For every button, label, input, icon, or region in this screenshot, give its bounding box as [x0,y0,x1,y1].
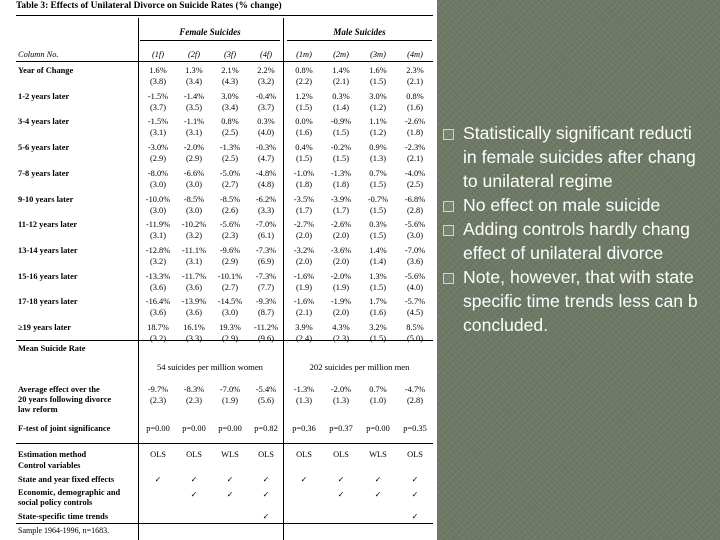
avg-effect-label-3: law reform [18,405,58,414]
row-label: 13-14 years later [18,245,78,255]
ftest-label: F-test of joint significance [18,424,111,433]
column-header: (4f) [259,50,273,59]
avg-effect-label-2: 20 years following divorce [18,395,112,404]
table-cell: -13.3% [145,271,171,281]
estimation-cell: WLS [221,450,239,459]
table-se-cell: (2.0) [295,231,313,241]
table-se-cell: (2.2) [295,77,313,86]
table-se-cell: (7.7) [257,282,275,292]
table-se-cell: (3.4) [221,102,239,112]
table-cell: -2.3% [404,143,426,153]
table-cell: -11.9% [145,220,171,230]
table-cell: -7.0% [404,245,426,255]
column-header: (1f) [151,50,165,59]
bullet-item [443,121,720,193]
table-se-cell: (4.7) [257,154,275,164]
table-cell: 3.0% [369,91,387,101]
table-se-cell: (4.8) [257,179,275,189]
table-cell: -1.5% [147,91,169,101]
table-se-cell: (3.6) [149,282,167,292]
table-se-cell: (2.6) [221,205,239,215]
ftest-cell: p=0.00 [218,424,242,433]
table-se-cell: (2.0) [332,256,350,266]
table-se-cell: (1.5) [332,128,350,138]
column-header: (3m) [370,50,386,59]
table-se-cell: (2.1) [406,77,424,86]
table-se-cell: (3.0) [185,179,203,189]
table-cell: -1.6% [293,271,315,281]
table-se-cell: (1.5) [369,334,387,343]
check-mark-icon: ✓ [411,475,419,484]
estimation-method-label: Estimation method [18,450,87,459]
bullet-list [443,121,720,337]
row-label: ≥19 years later [18,323,71,332]
avg-effect-cell: -4.7% [404,385,426,394]
control-trends-label: State-specific time trends [18,512,109,521]
table-cell: -1.0% [293,168,315,178]
column-header: (2f) [187,50,201,59]
table-se-cell: (5.0) [406,334,424,343]
table-cell: -1.5% [147,117,169,127]
check-mark-icon: ✓ [262,475,270,484]
mean-male-text: 202 suicides per million men [309,362,410,372]
table-se-cell: (3.2) [185,231,203,241]
table-cell: -3.0% [147,143,169,153]
avg-effect-se-cell: (1.3) [295,396,313,405]
table-se-cell: (3.1) [149,231,167,241]
check-mark-icon: ✓ [411,512,419,521]
ftest-cell: p=0.35 [403,424,427,433]
table-se-cell: (1.4) [332,102,350,112]
table-cell: -5.6% [404,271,426,281]
table-se-cell: (3.2) [257,77,275,86]
ftest-cell: p=0.82 [254,424,278,433]
table-cell: -5.6% [404,220,426,230]
avg-effect-se-cell: (2.3) [149,396,167,405]
bullet-text: Note, however, that with state specific time trends less can b concluded. [463,267,698,335]
column-number-label: Column No. [18,50,59,59]
table-se-cell: (1.3) [369,154,387,164]
label-divider [138,18,139,540]
row-label: 9-10 years later [18,194,74,204]
table-cell: -2.6% [330,220,352,230]
table-se-cell: (1.8) [406,128,424,138]
ftest-cell: p=0.36 [292,424,316,433]
table-cell: -13.9% [181,297,207,307]
table-se-cell: (1.9) [295,282,313,292]
table-cell: -1.3% [330,168,352,178]
estimation-cell: OLS [186,450,202,459]
table-cell: -11.2% [253,323,279,332]
table-se-cell: (4.3) [221,77,239,86]
table-se-cell: (6.9) [257,256,275,266]
estimation-cell: OLS [296,450,312,459]
table-cell: -5.7% [404,297,426,307]
table-se-cell: (3.6) [149,308,167,318]
table-se-cell: (3.0) [221,308,239,318]
table-cell: -1.4% [183,91,205,101]
estimation-cell: WLS [369,450,387,459]
table-se-cell: (2.4) [295,334,313,343]
table-se-cell: (1.5) [369,205,387,215]
table-se-cell: (1.7) [332,205,350,215]
table-cell: -2.0% [330,271,352,281]
table-cell: 1.7% [369,297,387,307]
table-se-cell: (2.1) [332,77,350,86]
row-label: Year of Change [18,66,74,75]
table-se-cell: (1.8) [332,179,350,189]
check-mark-icon: ✓ [411,490,419,499]
check-mark-icon: ✓ [154,475,162,484]
check-mark-icon: ✓ [190,475,198,484]
table-cell: 1.2% [295,91,313,101]
table-se-cell: (2.1) [406,154,424,164]
table-cell: 3.9% [295,323,313,332]
table-cell: 2.3% [406,66,424,75]
table-se-cell: (3.6) [185,308,203,318]
table-se-cell: (1.2) [369,128,387,138]
ftest-cell: p=0.37 [329,424,353,433]
table-se-cell: (2.8) [406,205,424,215]
mean-female-text: 54 suicides per million women [157,362,263,372]
table-se-cell: (4.0) [257,128,275,138]
table-se-cell: (2.3) [332,334,350,343]
bullet-text: No effect on male suicide [463,195,661,215]
table-se-cell: (2.0) [295,256,313,266]
column-header: (3f) [223,50,237,59]
estimation-rule [16,443,433,444]
table-cell: -5.0% [219,168,241,178]
table-cell: -4.8% [255,168,277,178]
ftest-cell: p=0.00 [182,424,206,433]
avg-effect-cell: -1.3% [293,385,315,394]
square-bullet-icon [443,201,454,212]
table-cell: -0.2% [330,143,352,153]
table-title: Table 3: Effects of Unilateral Divorce on Suicide Rates (% change) [16,1,282,11]
table-cell: -1.9% [330,297,352,307]
table-cell: 0.3% [369,220,387,230]
table-se-cell: (3.0) [406,231,424,241]
avg-effect-se-cell: (2.8) [406,396,424,405]
table-cell: 0.7% [369,168,387,178]
table-se-cell: (1.5) [369,77,387,86]
estimation-cell: OLS [150,450,166,459]
table-se-cell: (3.3) [257,205,275,215]
table-cell: -0.7% [367,194,389,204]
check-mark-icon: ✓ [374,490,382,499]
avg-effect-se-cell: (5.6) [257,396,275,405]
table-se-cell: (1.9) [332,282,350,292]
table-cell: -12.8% [145,245,171,255]
table-cell: 18.7% [147,323,169,332]
table-se-cell: (2.1) [295,308,313,318]
table-se-cell: (2.5) [406,179,424,189]
control-variables-label: Control variables [18,461,81,470]
check-mark-icon: ✓ [262,490,270,499]
table-cell: 1.4% [369,245,387,255]
check-mark-icon: ✓ [337,490,345,499]
table-cell: -0.9% [330,117,352,127]
table-se-cell: (3.8) [149,77,167,86]
bullet-text: Adding controls hardly chang effect of unilateral divorce [463,219,690,263]
row-label: 7-8 years later [18,168,70,178]
avg-effect-cell: -8.3% [183,385,205,394]
table-cell: -8.5% [219,194,241,204]
check-mark-icon: ✓ [300,475,308,484]
table-cell: -9.6% [219,245,241,255]
table-cell: -16.4% [145,297,171,307]
check-mark-icon: ✓ [374,475,382,484]
table-cell: -5.6% [219,220,241,230]
table-cell: 0.9% [369,143,387,153]
table-cell: 8.5% [406,323,424,332]
ftest-cell: p=0.00 [366,424,390,433]
row-label: 5-6 years later [18,143,70,153]
table-cell: -3.5% [293,194,315,204]
column-header: (4m) [407,50,423,59]
table-cell: 3.0% [221,91,239,101]
table-se-cell: (1.6) [406,102,424,112]
table-bottom-rule [16,523,433,524]
table-cell: -0.4% [255,91,277,101]
table-cell: 0.4% [295,143,313,153]
table-cell: -7.3% [255,271,277,281]
table-se-cell: (2.7) [221,282,239,292]
avg-effect-cell: -2.0% [330,385,352,394]
estimation-cell: OLS [333,450,349,459]
table-cell: -8.5% [183,194,205,204]
table-cell: -9.3% [255,297,277,307]
table-se-cell: (2.9) [221,334,239,343]
row-label: 1-2 years later [18,91,70,101]
table-cell: 1.3% [369,271,387,281]
avg-effect-label-1: Average effect over the [18,385,100,394]
table-cell: -14.5% [217,297,243,307]
check-mark-icon: ✓ [262,512,270,521]
table-se-cell: (1.7) [295,205,313,215]
table-cell: -1.6% [293,297,315,307]
table-cell: -2.6% [404,117,426,127]
table-cell: -11.1% [181,245,207,255]
avg-effect-cell: 0.7% [369,385,387,394]
estimation-cell: OLS [407,450,423,459]
table-cell: 1.1% [369,117,387,127]
table-se-cell: (1.5) [295,102,313,112]
avg-effect-cell: -5.4% [255,385,277,394]
ftest-cell: p=0.00 [146,424,170,433]
table-cell: 0.8% [221,117,239,127]
table-se-cell: (2.3) [221,231,239,241]
table-cell: -10.2% [181,220,207,230]
control-economic-label-2: social policy controls [18,498,93,507]
check-mark-icon: ✓ [337,475,345,484]
table-se-cell: (3.0) [149,205,167,215]
table-cell: 2.2% [257,66,275,75]
table-cell: -3.9% [330,194,352,204]
table-se-cell: (6.1) [257,231,275,241]
male-suicides-header: Male Suicides [333,27,386,37]
table-se-cell: (1.5) [369,231,387,241]
bullet-item [443,217,720,265]
table-cell: 1.4% [332,66,350,75]
square-bullet-icon [443,225,454,236]
table-cell: 0.8% [295,66,313,75]
row-label: 17-18 years later [18,297,78,307]
table-cell: 0.0% [295,117,313,127]
square-bullet-icon [443,129,454,140]
table-cell: 1.3% [185,66,203,75]
estimation-cell: OLS [258,450,274,459]
check-mark-icon: ✓ [226,475,234,484]
table-se-cell: (3.1) [185,256,203,266]
square-bullet-icon [443,273,454,284]
avg-effect-cell: -9.7% [147,385,169,394]
table-cell: -4.0% [404,168,426,178]
table-se-cell: (1.2) [369,102,387,112]
row-label: 3-4 years later [18,117,70,127]
table-cell: 16.1% [183,323,205,332]
sample-note: Sample 1964-1996, n=1683. [18,526,110,535]
control-fixed-effects-label: State and year fixed effects [18,475,115,484]
table-cell: 1.6% [149,66,167,75]
table-se-cell: (3.7) [257,102,275,112]
table-se-cell: (3.6) [185,282,203,292]
table-se-cell: (8.7) [257,308,275,318]
table-cell: 19.3% [219,323,241,332]
control-economic-label-1: Economic, demographic and [18,488,121,497]
female-header-underline [140,40,280,41]
header-rule [16,61,433,62]
table-cell: -0.3% [255,143,277,153]
table-se-cell: (1.5) [332,154,350,164]
table-se-cell: (3.1) [185,128,203,138]
column-header: (1m) [296,50,312,59]
table-se-cell: (3.5) [185,102,203,112]
table-cell: -11.7% [181,271,207,281]
bullet-item [443,265,720,337]
avg-effect-se-cell: (1.0) [369,396,387,405]
table-cell: -6.8% [404,194,426,204]
table-cell: 4.3% [332,323,350,332]
table-se-cell: (1.6) [369,308,387,318]
avg-effect-cell: -7.0% [219,385,241,394]
table-cell: -7.0% [255,220,277,230]
bullet-text: Statistically significant reducti in female suicides after chang to unilateral regime [463,123,696,191]
table-cell: 2.1% [221,66,239,75]
table-se-cell: (1.5) [295,154,313,164]
table-se-cell: (2.9) [221,256,239,266]
table-se-cell: (2.9) [185,154,203,164]
row-label: 11-12 years later [18,220,78,230]
table-se-cell: (3.2) [149,334,167,343]
table-se-cell: (4.0) [406,282,424,292]
table-se-cell: (2.5) [221,154,239,164]
table-cell: -6.6% [183,168,205,178]
table-cell: -10.1% [217,271,243,281]
table-se-cell: (2.0) [332,308,350,318]
male-header-underline [287,40,432,41]
table-se-cell: (2.7) [221,179,239,189]
table-cell: 0.3% [332,91,350,101]
table-cell: -1.3% [219,143,241,153]
table-cell: -8.0% [147,168,169,178]
mean-rate-label: Mean Suicide Rate [18,344,86,353]
table-cell: -6.2% [255,194,277,204]
table-cell: -1.1% [183,117,205,127]
female-suicides-header: Female Suicides [179,27,241,37]
table-se-cell: (9.6) [257,334,275,343]
table-se-cell: (3.1) [149,128,167,138]
table-cell: -3.2% [293,245,315,255]
title-rule [16,15,433,16]
check-mark-icon: ✓ [226,490,234,499]
table-se-cell: (3.2) [149,256,167,266]
table-se-cell: (2.9) [149,154,167,164]
table-se-cell: (1.4) [369,256,387,266]
table-cell: 0.8% [406,91,424,101]
avg-effect-se-cell: (1.3) [332,396,350,405]
table-se-cell: (3.0) [149,179,167,189]
table-cell: 0.3% [257,117,275,127]
avg-effect-se-cell: (2.3) [185,396,203,405]
table-cell: 1.6% [369,66,387,75]
check-mark-icon: ✓ [190,490,198,499]
table-cell: -3.6% [330,245,352,255]
table-se-cell: (3.3) [185,334,203,343]
table-se-cell: (2.5) [221,128,239,138]
table-cell: -10.0% [145,194,171,204]
table-se-cell: (2.0) [332,231,350,241]
table-se-cell: (3.6) [406,256,424,266]
table-se-cell: (3.7) [149,102,167,112]
table-se-cell: (3.4) [185,77,203,86]
bullet-item [443,193,720,217]
table-se-cell: (1.8) [295,179,313,189]
row-label: 15-16 years later [18,271,78,281]
table-cell: 3.2% [369,323,387,332]
table-se-cell: (1.5) [369,282,387,292]
table-se-cell: (3.0) [185,205,203,215]
table-cell: -7.3% [255,245,277,255]
table-cell: -2.0% [183,143,205,153]
column-header: (2m) [333,50,349,59]
avg-effect-se-cell: (1.9) [221,396,239,405]
table-se-cell: (4.5) [406,308,424,318]
table-cell: -2.7% [293,220,315,230]
table-se-cell: (1.6) [295,128,313,138]
table-se-cell: (1.5) [369,179,387,189]
